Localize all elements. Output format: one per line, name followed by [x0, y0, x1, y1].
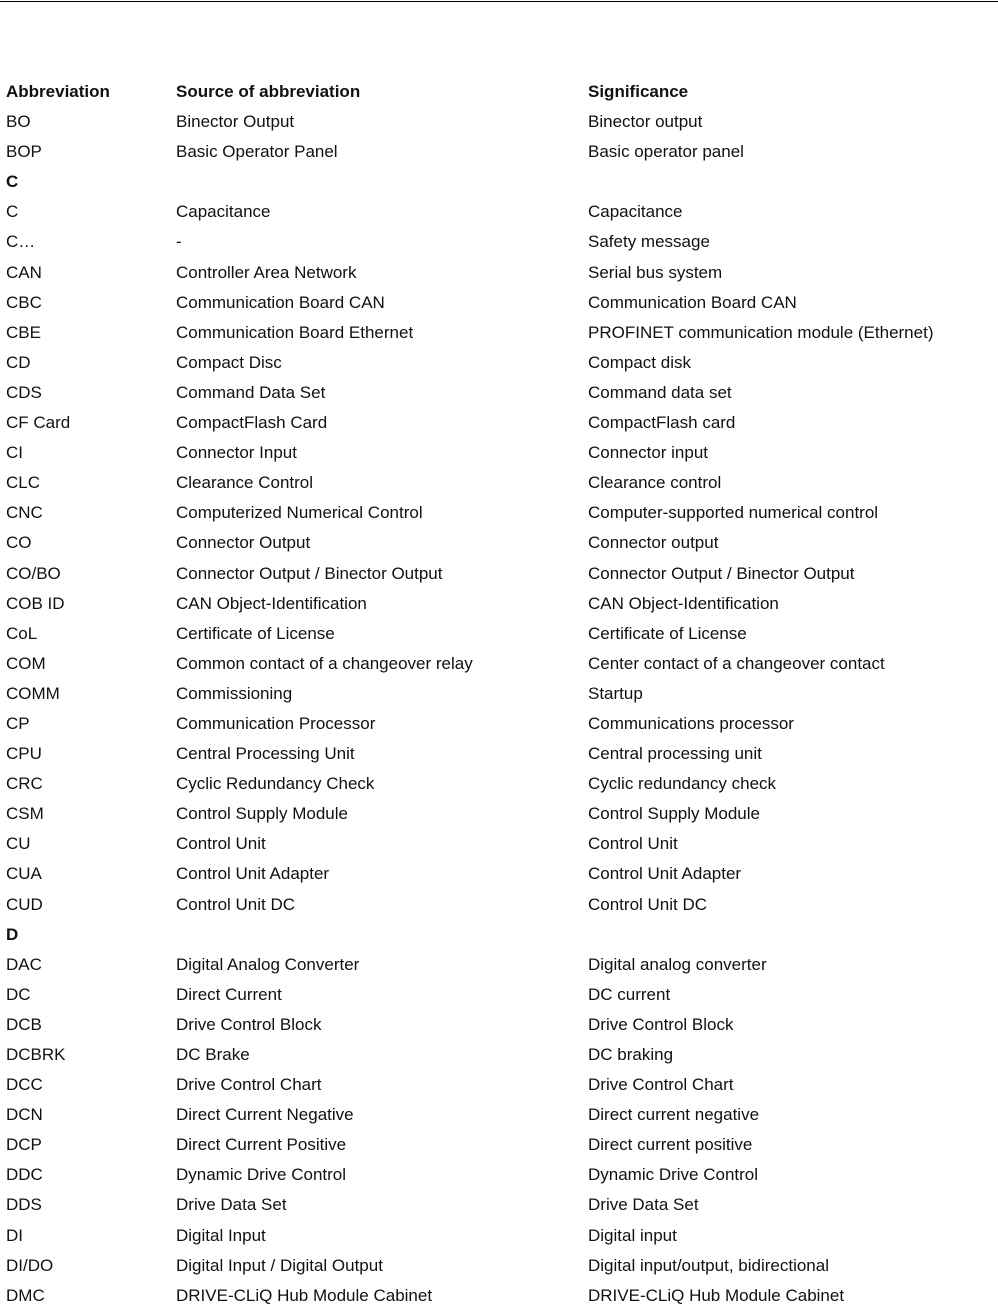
source-cell: Control Unit [176, 834, 266, 854]
significance-cell: Computer-supported numerical control [588, 503, 879, 523]
table-row [6, 1281, 996, 1311]
table-row [6, 799, 996, 829]
table-row [6, 619, 996, 649]
abbreviation-cell: DCN [6, 1105, 43, 1125]
table-row [6, 1221, 996, 1251]
abbreviation-cell: CoL [6, 623, 38, 643]
significance-cell: Digital input/output, bidirectional [588, 1255, 829, 1275]
significance-cell: Connector input [588, 443, 709, 463]
significance-cell: Connector output [588, 533, 719, 553]
significance-cell: Binector output [588, 112, 703, 132]
table-row [6, 1251, 996, 1281]
abbreviation-cell: CPU [6, 744, 42, 764]
source-cell: Communication Board Ethernet [176, 322, 414, 342]
significance-cell: Dynamic Drive Control [588, 1165, 759, 1185]
source-cell: - [176, 232, 182, 252]
abbreviation-cell: DMC [6, 1285, 45, 1305]
table-row [6, 288, 996, 318]
table-row [6, 197, 996, 227]
table-row [6, 559, 996, 589]
significance-cell: Drive Data Set [588, 1195, 699, 1215]
source-cell: Drive Control Chart [176, 1075, 322, 1095]
table-row [6, 107, 996, 137]
source-cell: CAN Object-Identification [176, 593, 367, 613]
source-cell: Drive Data Set [176, 1195, 287, 1215]
abbreviation-cell: CUD [6, 894, 43, 914]
abbreviation-cell: C… [6, 232, 36, 252]
abbreviation-cell: BOP [6, 142, 42, 162]
abbreviation-cell: CU [6, 834, 31, 854]
significance-cell: Certificate of License [588, 623, 747, 643]
abbreviation-cell: DI/DO [6, 1255, 54, 1275]
significance-cell: Capacitance [588, 202, 683, 222]
source-cell: Compact Disc [176, 352, 282, 372]
source-cell: Common contact of a changeover relay [176, 653, 473, 673]
significance-cell: CAN Object-Identification [588, 593, 779, 613]
table-row [6, 498, 996, 528]
significance-cell: Direct current negative [588, 1105, 760, 1125]
significance-cell: Serial bus system [588, 262, 723, 282]
table-row [6, 980, 996, 1010]
abbreviation-cell: CBE [6, 322, 41, 342]
significance-cell: Basic operator panel [588, 142, 744, 162]
table-row [6, 709, 996, 739]
abbreviation-cell: DAC [6, 954, 42, 974]
significance-cell: Digital input [588, 1225, 677, 1245]
section-letter: D [6, 924, 19, 944]
table-row [6, 649, 996, 679]
significance-cell: Control Unit Adapter [588, 864, 742, 884]
abbreviation-cell: CBC [6, 292, 42, 312]
table-row [6, 258, 996, 288]
abbreviation-cell: CSM [6, 804, 44, 824]
significance-cell: DC braking [588, 1045, 674, 1064]
abbreviation-cell: CNC [6, 503, 43, 523]
table-row [6, 890, 996, 920]
source-cell: Drive Control Block [176, 1014, 322, 1034]
abbreviation-cell: DCB [6, 1014, 42, 1034]
significance-cell: Communication Board CAN [588, 292, 797, 312]
table-row [6, 950, 996, 980]
abbreviation-cell: DCP [6, 1135, 42, 1155]
abbreviation-cell: CO [6, 533, 32, 553]
abbreviation-cell: BO [6, 112, 31, 132]
table-row [6, 408, 996, 438]
abbreviation-cell: CD [6, 352, 31, 372]
abbreviation-cell: CLC [6, 473, 41, 493]
significance-cell: Clearance control [588, 473, 722, 493]
significance-cell: DRIVE-CLiQ Hub Module Cabinet [588, 1285, 845, 1305]
source-cell: DRIVE-CLiQ Hub Module Cabinet [176, 1285, 433, 1305]
table-row [6, 227, 996, 257]
significance-cell: Safety message [588, 232, 710, 252]
abbreviation-cell: CRC [6, 774, 43, 794]
source-cell: Basic Operator Panel [176, 142, 338, 162]
source-cell: Connector Output [176, 533, 311, 553]
source-cell: Connector Input [176, 443, 297, 463]
table-row [6, 378, 996, 408]
source-cell: Direct Current Positive [176, 1135, 347, 1155]
table-row [6, 1160, 996, 1190]
header-abbreviation: Abbreviation [6, 82, 110, 101]
source-cell: Certificate of License [176, 623, 335, 643]
abbreviation-cell: COB ID [6, 593, 65, 613]
abbreviation-cell: CDS [6, 382, 42, 402]
table-row [6, 1040, 996, 1070]
significance-cell: Digital analog converter [588, 954, 767, 974]
table-row [6, 438, 996, 468]
source-cell: Dynamic Drive Control [176, 1165, 347, 1185]
abbreviation-cell: DDC [6, 1165, 43, 1185]
significance-cell: DC current [588, 984, 671, 1004]
table-row [6, 318, 996, 348]
significance-cell: Drive Control Block [588, 1014, 734, 1034]
abbreviation-cell: CF Card [6, 413, 71, 433]
header-source: Source of abbreviation [176, 82, 361, 101]
abbreviation-cell: COMM [6, 683, 60, 703]
table-row [6, 1010, 996, 1040]
table-row [6, 468, 996, 498]
table-row [6, 1070, 996, 1100]
header-significance: Significance [588, 82, 689, 101]
source-cell: Direct Current Negative [176, 1105, 354, 1125]
table-header-row [6, 77, 996, 107]
source-cell: DC Brake [176, 1045, 250, 1064]
source-cell: Cyclic Redundancy Check [176, 774, 375, 794]
table-row [6, 1100, 996, 1130]
table-row [6, 1190, 996, 1220]
significance-cell: CompactFlash card [588, 413, 736, 433]
source-cell: Controller Area Network [176, 262, 357, 282]
table-row [6, 739, 996, 769]
abbreviation-cell: DI [6, 1225, 23, 1245]
table-row [6, 1130, 996, 1160]
source-cell: Command Data Set [176, 382, 326, 402]
significance-cell: Control Unit DC [588, 894, 708, 914]
source-cell: Digital Input [176, 1225, 266, 1245]
source-cell: Capacitance [176, 202, 271, 222]
table-row [6, 528, 996, 558]
significance-cell: Cyclic redundancy check [588, 774, 777, 794]
table-row [6, 859, 996, 889]
abbreviation-cell: CAN [6, 262, 42, 282]
significance-cell: Connector Output / Binector Output [588, 563, 855, 583]
section-letter: C [6, 172, 19, 192]
source-cell: Communication Processor [176, 713, 376, 733]
source-cell: Binector Output [176, 112, 295, 132]
source-cell: Computerized Numerical Control [176, 503, 423, 523]
source-cell: Control Unit DC [176, 894, 296, 914]
table-row [6, 679, 996, 709]
abbreviation-cell: DCBRK [6, 1045, 66, 1064]
significance-cell: PROFINET communication module (Ethernet) [588, 322, 934, 342]
abbreviation-cell: DC [6, 984, 31, 1004]
table-row [6, 829, 996, 859]
table-row [6, 589, 996, 619]
abbreviation-cell: CP [6, 713, 30, 733]
abbreviation-cell: DCC [6, 1075, 43, 1095]
source-cell: Digital Input / Digital Output [176, 1255, 383, 1275]
significance-cell: Control Unit [588, 834, 678, 854]
significance-cell: Communications processor [588, 713, 794, 733]
significance-cell: Compact disk [588, 352, 691, 372]
source-cell: Connector Output / Binector Output [176, 563, 443, 583]
source-cell: Central Processing Unit [176, 744, 355, 764]
abbreviation-cell: DDS [6, 1195, 42, 1215]
abbreviation-cell: CUA [6, 864, 42, 884]
source-cell: Clearance Control [176, 473, 314, 493]
significance-cell: Center contact of a changeover contact [588, 653, 885, 673]
abbreviation-cell: CO/BO [6, 563, 61, 583]
abbreviation-table [6, 77, 996, 1311]
significance-cell: Command data set [588, 382, 732, 402]
abbreviation-cell: COM [6, 653, 46, 673]
significance-cell: Drive Control Chart [588, 1075, 734, 1095]
table-row [6, 137, 996, 167]
significance-cell: Central processing unit [588, 744, 762, 764]
section-heading [6, 920, 996, 950]
source-cell: Communication Board CAN [176, 292, 385, 312]
abbreviation-cell: C [6, 202, 19, 222]
table-row [6, 769, 996, 799]
source-cell: Direct Current [176, 984, 282, 1004]
source-cell: Commissioning [176, 683, 293, 703]
source-cell: Control Unit Adapter [176, 864, 330, 884]
abbreviation-cell: CI [6, 443, 23, 463]
source-cell: Control Supply Module [176, 804, 348, 824]
significance-cell: Control Supply Module [588, 804, 760, 824]
source-cell: CompactFlash Card [176, 413, 328, 433]
table-row [6, 348, 996, 378]
section-heading [6, 167, 996, 197]
top-rule [0, 1, 998, 2]
significance-cell: Startup [588, 683, 643, 703]
significance-cell: Direct current positive [588, 1135, 753, 1155]
source-cell: Digital Analog Converter [176, 954, 360, 974]
